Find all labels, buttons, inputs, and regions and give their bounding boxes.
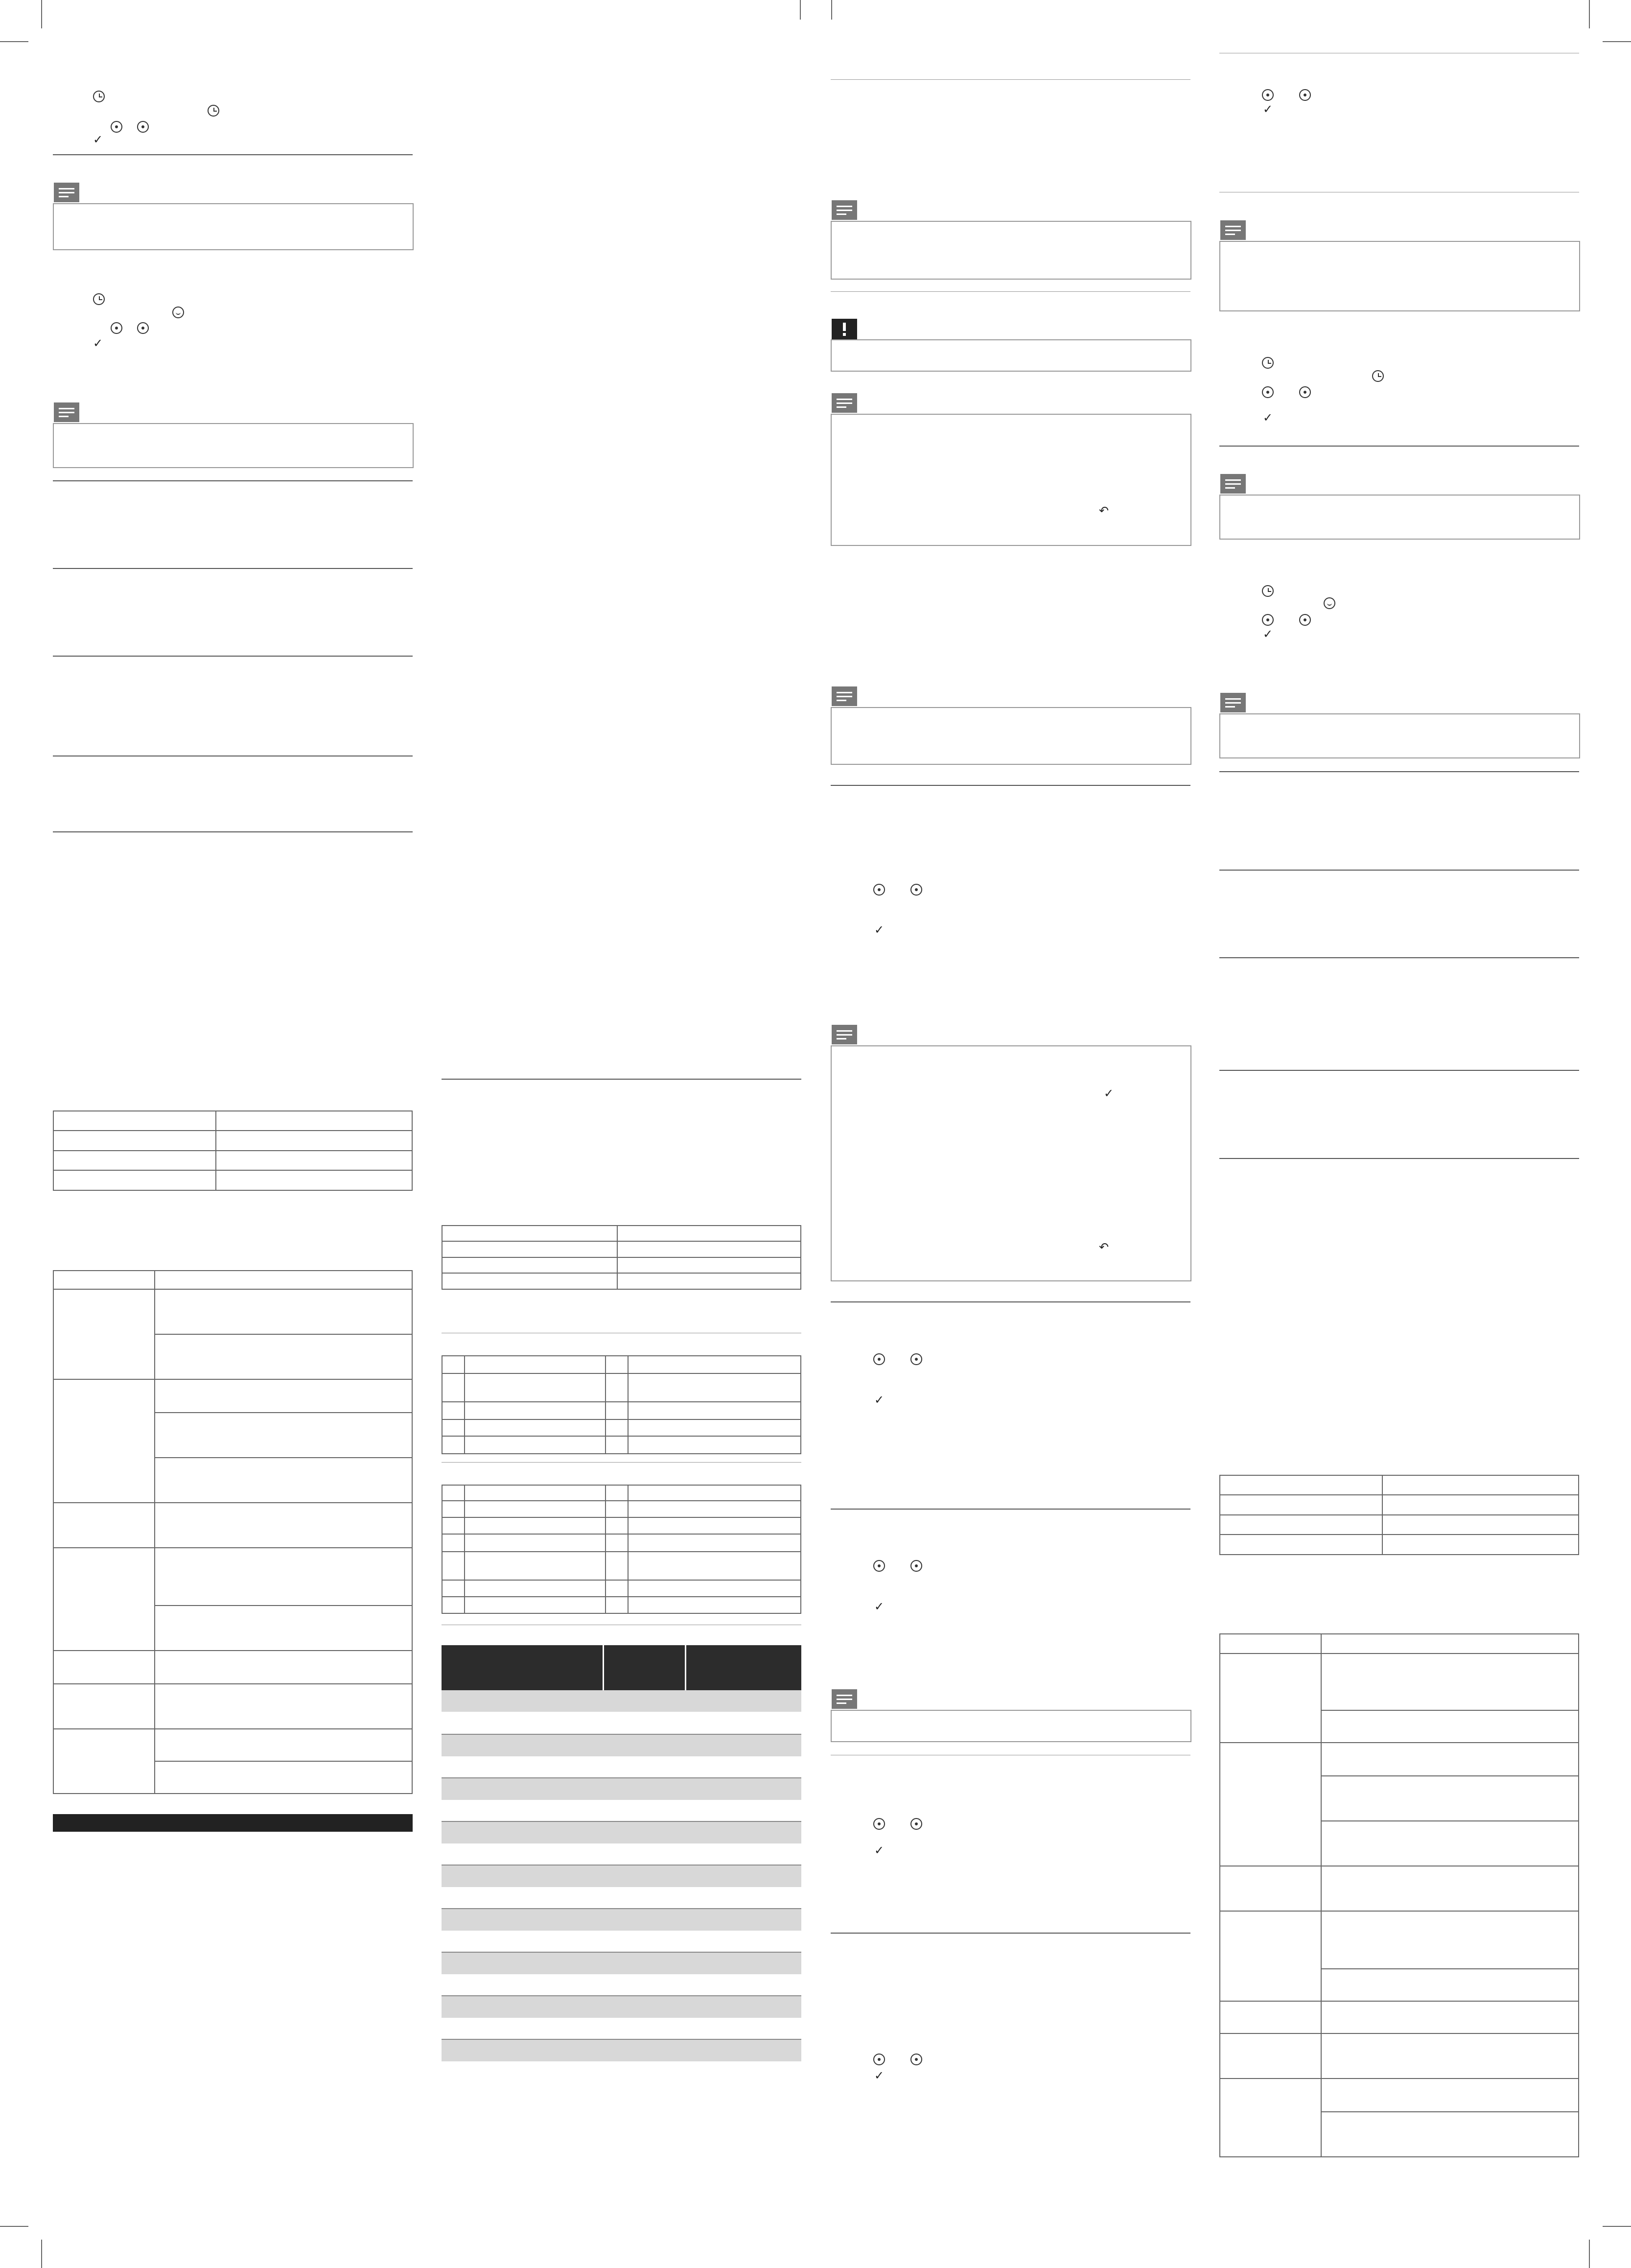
select-ring-icon	[1262, 89, 1274, 101]
note-box	[1219, 713, 1580, 758]
table-header	[442, 1645, 801, 1690]
table-row	[442, 1995, 801, 2018]
select-ring-icon	[111, 322, 122, 334]
select-ring-icon	[910, 1818, 922, 1830]
crop-mark	[1589, 2240, 1590, 2268]
checkmark-icon: ✓	[1262, 628, 1273, 641]
select-ring-icon	[873, 1818, 885, 1830]
select-ring-icon	[1299, 386, 1311, 398]
select-ring-icon	[910, 884, 922, 896]
section-rule	[831, 79, 1190, 80]
table-row	[442, 1821, 801, 1843]
back-arrow-icon: ↶	[1098, 504, 1109, 518]
section-rule	[53, 568, 413, 569]
select-ring-icon	[873, 1560, 885, 1572]
note-box	[831, 221, 1191, 280]
table-row	[442, 1734, 801, 1756]
checkmark-icon: ✓	[93, 133, 103, 146]
note-icon	[1220, 220, 1246, 240]
timer-icon	[1324, 597, 1335, 609]
note-icon	[54, 402, 79, 422]
note-icon	[832, 200, 857, 220]
checkmark-icon: ✓	[93, 337, 103, 350]
section-rule	[1219, 870, 1579, 871]
checkmark-icon: ✓	[874, 1394, 885, 1407]
checkmark-icon: ✓	[874, 1844, 885, 1857]
checkmark-icon: ✓	[874, 923, 885, 937]
note-box	[831, 414, 1191, 546]
table-row	[442, 1952, 801, 1974]
table-header-divider	[685, 1645, 686, 1690]
section-rule	[53, 154, 413, 155]
note-box	[53, 203, 414, 250]
section-rule	[1219, 446, 1579, 447]
note-icon	[1220, 693, 1246, 712]
troubleshooting-table	[53, 1270, 413, 1794]
clock-icon	[1372, 370, 1384, 382]
note-box	[831, 1710, 1191, 1742]
column-2	[442, 0, 801, 2268]
select-ring-icon	[137, 322, 149, 334]
select-ring-icon	[1299, 614, 1311, 626]
parts-table	[442, 1355, 801, 1454]
select-ring-icon	[1299, 89, 1311, 101]
clock-icon	[1262, 585, 1274, 597]
column-4	[1219, 0, 1579, 2268]
clock-icon	[1262, 357, 1274, 369]
parts-table	[442, 1485, 801, 1614]
spec-table	[1219, 1475, 1579, 1555]
note-box	[1219, 495, 1580, 540]
table-header-divider	[603, 1645, 604, 1690]
note-icon	[1220, 474, 1246, 494]
note-icon	[832, 393, 857, 413]
checkmark-icon: ✓	[874, 2069, 885, 2082]
warning-icon	[832, 319, 857, 339]
select-ring-icon	[910, 1560, 922, 1572]
select-ring-icon	[910, 2054, 922, 2065]
section-rule	[1219, 1070, 1579, 1071]
section-rule	[831, 1301, 1190, 1302]
note-box	[831, 1045, 1191, 1281]
timer-icon	[172, 307, 184, 318]
note-icon	[832, 686, 857, 706]
crop-mark	[41, 2240, 42, 2268]
section-rule	[1219, 957, 1579, 958]
section-rule	[831, 785, 1190, 786]
column-3	[831, 0, 1190, 2268]
select-ring-icon	[1262, 386, 1274, 398]
crop-mark	[41, 0, 42, 28]
note-box	[831, 707, 1191, 765]
footer-bar	[53, 1814, 413, 1832]
spec-table	[442, 1225, 801, 1290]
column-1	[53, 0, 413, 2268]
select-ring-icon	[873, 2054, 885, 2065]
checkmark-icon: ✓	[1262, 103, 1273, 116]
section-rule	[1219, 771, 1579, 772]
crop-mark	[0, 41, 28, 42]
note-icon	[832, 1025, 857, 1044]
note-icon	[54, 183, 79, 202]
warning-box	[831, 339, 1191, 372]
clock-icon	[208, 105, 219, 117]
back-arrow-icon: ↶	[1098, 1241, 1109, 1254]
clock-icon	[93, 91, 105, 102]
section-rule	[442, 1462, 801, 1463]
checkmark-icon: ✓	[1262, 411, 1273, 425]
table-row	[442, 1777, 801, 1800]
spec-table	[53, 1110, 413, 1191]
select-ring-icon	[137, 121, 149, 133]
select-ring-icon	[111, 121, 122, 133]
clock-icon	[93, 293, 105, 305]
compatibility-table	[442, 1645, 801, 2079]
select-ring-icon	[910, 1353, 922, 1365]
crop-mark	[1603, 2226, 1631, 2227]
section-rule	[53, 831, 413, 832]
table-row	[442, 1690, 801, 1712]
crop-mark	[1589, 0, 1590, 28]
section-rule	[831, 291, 1190, 292]
select-ring-icon	[1262, 614, 1274, 626]
crop-mark	[0, 2226, 28, 2227]
checkmark-icon: ✓	[874, 1600, 885, 1613]
select-ring-icon	[873, 1353, 885, 1365]
select-ring-icon	[873, 884, 885, 896]
table-row	[442, 1865, 801, 1887]
troubleshooting-table	[1219, 1633, 1579, 2157]
note-icon	[832, 1689, 857, 1709]
table-row	[442, 1908, 801, 1931]
section-rule	[831, 1933, 1190, 1934]
note-box	[1219, 241, 1580, 311]
section-rule	[442, 1079, 801, 1080]
note-box	[53, 423, 414, 468]
section-rule	[831, 1509, 1190, 1510]
checkmark-icon: ✓	[1103, 1087, 1114, 1100]
table-row	[442, 2039, 801, 2061]
section-rule	[53, 480, 413, 481]
crop-mark	[1603, 41, 1631, 42]
section-rule	[1219, 1158, 1579, 1159]
section-rule	[53, 656, 413, 657]
